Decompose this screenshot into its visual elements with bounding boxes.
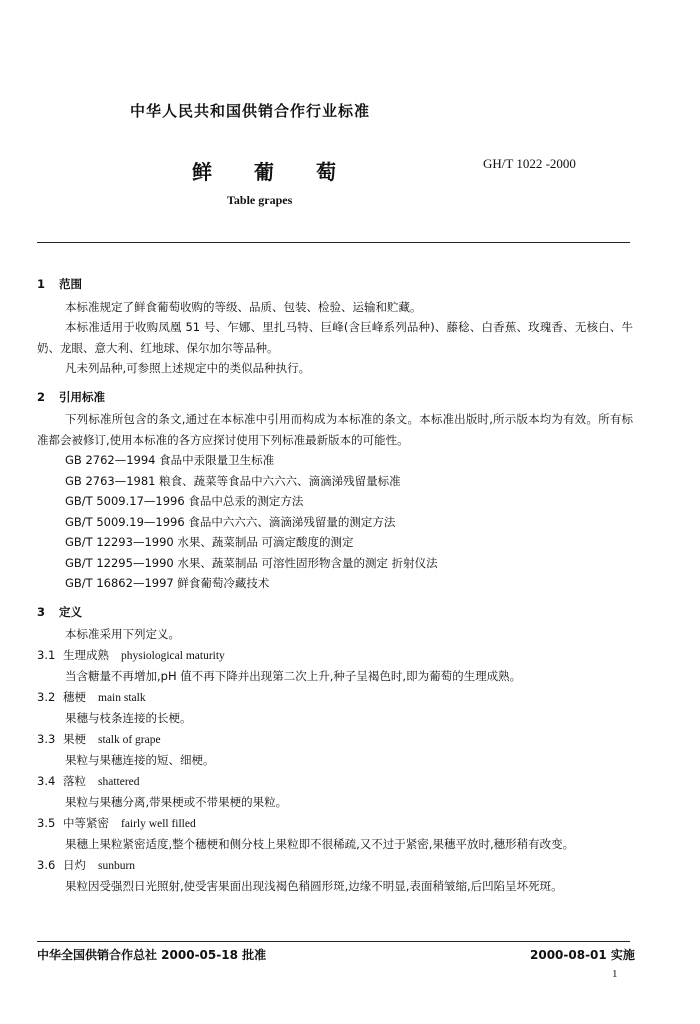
definition-number: 3.1	[37, 647, 56, 662]
header-divider	[37, 242, 630, 243]
definition-text: 当含糖量不再增加,pH 值不再下降并出现第二次上升,种子呈褐色时,即为葡萄的生理成熟。	[65, 669, 522, 683]
definition-number: 3.5	[37, 815, 56, 830]
definition-term: 生理成熟	[63, 647, 109, 662]
definition-term: 穗梗	[63, 689, 86, 704]
definition-term: 日灼	[63, 857, 86, 872]
definition-term: 果梗	[63, 731, 86, 746]
definition-text: 果穗上果粒紧密适度,整个穗梗和侧分枝上果粒即不很稀疏,又不过于紧密,果穗平放时,穗形稍有改变。	[65, 837, 575, 851]
english-subtitle: Table grapes	[227, 193, 293, 207]
definition-term-english: main stalk	[98, 691, 146, 704]
reference-item: GB/T 12295—1990 水果、蔬菜制品 可溶性固形物含量的测定 折射仪法	[65, 555, 438, 570]
definition-heading	[37, 855, 633, 877]
definition-number: 3.2	[37, 689, 56, 704]
reference-item: GB/T 16862—1997 鲜食葡萄冷藏技术	[65, 576, 270, 590]
definition-term-english: fairly well filled	[121, 817, 196, 830]
reference-item: GB 2762—1994 食品中汞限量卫生标准	[65, 453, 275, 467]
definition-heading	[37, 645, 633, 667]
definition-term-english: sunburn	[98, 859, 136, 872]
paragraph: 本标准适用于收购凤凰 51 号、乍娜、里扎马特、巨峰(含巨峰系列品种)、藤稔、白香蕉、玫瑰香、无核白、牛奶、龙眼、意大利、红地球、保尔加尔等品种。	[37, 320, 633, 355]
definition-heading	[37, 813, 633, 835]
issuing-organization: 中华人民共和国供销合作行业标准	[130, 102, 371, 120]
paragraph: 凡未列品种,可参照上述规定中的类似品种执行。	[65, 361, 311, 375]
definition-term-english: physiological maturity	[121, 649, 225, 662]
definition-number: 3.4	[37, 773, 56, 788]
paragraph: 本标准规定了鲜食葡萄收购的等级、品质、包装、检验、运输和贮藏。	[65, 299, 422, 314]
reference-item: GB/T 5009.17—1996 食品中总汞的测定方法	[65, 494, 304, 508]
definition-term-english: stalk of grape	[98, 733, 161, 746]
section-title: 定义	[59, 604, 82, 619]
section-number: 1	[37, 277, 46, 291]
definition-number: 3.6	[37, 857, 56, 872]
section-number: 2	[37, 389, 46, 404]
definition-term: 中等紧密	[63, 815, 109, 830]
standard-number: GH/T 1022 -2000	[483, 156, 576, 171]
definition-text: 果穗与枝条连接的长梗。	[65, 711, 192, 725]
paragraph: 下列标准所包含的条文,通过在本标准中引用而构成为本标准的条文。本标准出版时,所示版本均为有效。所有标准都会被修订,使用本标准的各方应探讨使用下列标准最新版本的可能性。	[37, 412, 633, 447]
reference-item: GB/T 5009.19—1996 食品中六六六、滴滴涕残留量的测定方法	[65, 514, 396, 529]
section-heading-scope	[37, 274, 633, 295]
reference-item: GB 2763—1981 粮食、蔬菜等食品中六六六、滴滴涕残留量标准	[65, 473, 401, 488]
definition-text: 果粒因受强烈日光照射,使受害果面出现浅褐色稍圆形斑,边缘不明显,表面稍皱缩,后凹陷呈坏死斑。	[65, 879, 563, 893]
section-title: 引用标准	[59, 389, 105, 404]
section-heading-references	[37, 387, 633, 408]
definition-heading	[37, 729, 633, 751]
definition-term: 落粒	[63, 773, 86, 788]
section-heading-definitions	[37, 602, 633, 623]
implementation-date: 2000-08-01 实施	[530, 948, 635, 962]
paragraph: 本标准采用下列定义。	[65, 627, 180, 641]
definition-term-english: shattered	[98, 775, 140, 788]
definition-text: 果粒与果穗连接的短、细梗。	[65, 753, 215, 767]
document-title: 鲜葡萄	[192, 160, 378, 184]
reference-item: GB/T 12293—1990 水果、蔬菜制品 可滴定酸度的测定	[65, 535, 354, 549]
section-title: 范围	[59, 277, 82, 291]
definition-text: 果粒与果穗分离,带果梗或不带果梗的果粒。	[65, 795, 288, 809]
page-number: 1	[612, 968, 618, 980]
definition-heading	[37, 687, 633, 709]
approval-note: 中华全国供销合作总社 2000-05-18 批准	[37, 948, 267, 962]
definition-heading	[37, 771, 633, 793]
section-number: 3	[37, 604, 46, 619]
document-body	[37, 268, 633, 897]
definition-number: 3.3	[37, 731, 56, 746]
footer-divider	[37, 941, 630, 942]
